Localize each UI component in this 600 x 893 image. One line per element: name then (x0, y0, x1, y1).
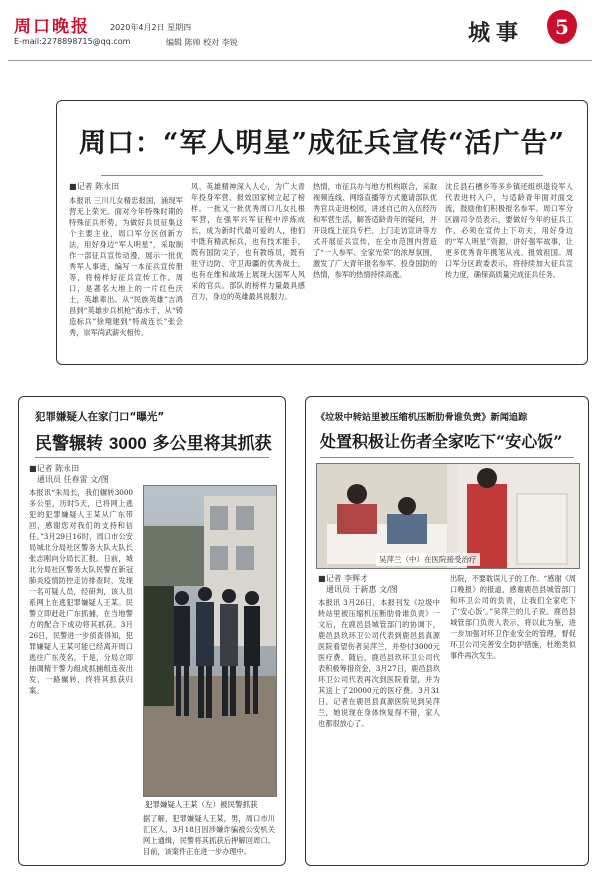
masthead (8, 8, 592, 56)
article-right-column-2: 出院，不要耽误儿子的工作。“感谢《周口晚报》的报道，感谢鹿邑县城管部门和环卫公司的负责，让我们全家吃下了‘安心饭’。”吴萍兰的儿子说。鹿邑县城管部门负责人表示，将以此为鉴，进一步加强对环卫作业安全的管理，督促环卫公司完善安全防护措施，杜绝类似事件再次发生。 (450, 574, 576, 660)
article-right-byline-2: 通讯员 于新惠 文/图 (326, 585, 398, 594)
article-top-column-3: 热情，市征兵办与地方机构联合，采取视频连线、网络直播等方式邀请部队优秀官兵走进校园，讲述自己的入伍经历和军营生活，解答适龄青年的疑问，并开设线上征兵专栏、上门走访宣讲等方式开展征兵宣传，在全市范围内营造了“一人参军、全家光荣”的浓厚氛围，激发了广大青年报名参军、投身国防的热情，参军的热情持续高涨。 (313, 182, 437, 279)
byline-marker-icon: ■ (69, 182, 77, 191)
article-right (305, 396, 589, 866)
byline-marker-icon: ■ (29, 464, 37, 473)
arrest-photo (143, 485, 277, 797)
article-left-column-2: 据了解，犯罪嫌疑人王某，男，周口市川汇区人，3月18日因涉嫌诈骗被公安机关网上通缉，民警将其抓获后押解回周口。目前，该案件正在进一步办理中。 (143, 814, 275, 856)
article-left (18, 396, 286, 866)
page-number-badge: 5 (547, 10, 577, 44)
headline-rule (320, 457, 574, 458)
article-right-headline: 处置积极让伤者全家吃下“安心饭” (320, 432, 563, 451)
article-top-column-1: 本报讯 三川儿女精忠报国，涌现军营无上荣光。面对今年特殊时期的特殊征兵形势，为做好兵员征集这个主要主业，周口军分区创新方法，用好身边“军人明星”，采取制作一部征兵宣传动漫，展示一批优秀军人事迹，编写一本征兵宣传册等，将榜样好征兵宣传工作。周口，是著名大地上的一片红色沃土，英雄辈出。从“民族英雄”吉鸿昌到“英雄步兵机枪”海水干，从“铸造标兵”徐翔建到“特战连长”张会秀，崇军尚武薪火相传。 (69, 196, 183, 337)
byline-marker-icon: ■ (318, 574, 326, 583)
article-right-column-1: 本报讯 3月26日，本报刊发《垃圾中转站里被压缩机压断肋骨谁负责》一文后，在鹿邑县城管部门的协调下，鹿邑县玖环卫公司代表到鹿邑县真源医院看望伤者吴萍兰，并垫付3000元医疗费。随后，鹿邑县玖环卫公司代表积极筹措资金，3月27日，鹿邑县玖环卫公司代表再次到医院看望，并为其送上了20000元的医疗费。3月31日，记者在鹿邑县真源医院见到吴萍兰，她说现在身体恢复得不错，家人也都很放心了。 (318, 598, 440, 728)
article-left-headline: 民警辗转 3000 多公里将其抓获 (35, 434, 272, 454)
section-title: 城事 (468, 20, 525, 46)
article-right-byline-1: ■记者 李辉才 (318, 574, 369, 583)
masthead-divider (8, 60, 592, 61)
article-left-column-1: 本报讯“朱局长，我们辗转3000多公里，历时5天，已将网上逃犯的犯罪嫌疑人王某从广东带回，感谢您对我们的支持和信任。”3月29日16时，周口市公安局城北分局社区警务大队大队长张志刚向分局长汇报。日前，城北分局社区警务大队民警在新冠肺炎疫情防控走访排查时，发现一名可疑人员，经研判，该人员系网上在逃犯罪嫌疑人王某。民警立即赶赴广东抓捕，在当地警方的配合下成功将其抓获。3月26日，民警进一步侦查得知，犯罪嫌疑人王某可能已经离开周口逃往广东茂名。于是，分局立即抽调精干警力组成抓捕组连夜出发，一路辗转，终将其抓获归案。 (29, 488, 133, 695)
article-right-kicker: 《垃圾中转站里被压缩机压断肋骨谁负责》新闻追踪 (316, 412, 528, 423)
article-left-byline-2: 通讯员 任春雷 文/图 (37, 475, 109, 484)
editor-credits: 编辑 陈帅 校对 李锐 (166, 38, 238, 47)
article-top-column-4: 沈丘县石槽乡等多乡镇还组织退役军人代表进村入户，与适龄青年面对面交流，鼓励他们积极报名参军。周口军分区副司令员表示，要做好今年的征兵工作，必须在宣传上下功夫，用好身边的“军人明星”资源，讲好强军故事，让更多优秀青年携笔从戎、报效祖国。周口军分区政委表示，将持续加大征兵宣传力度，确保高质量完成征兵任务。 (445, 182, 573, 279)
contact-email: E-mail:2278898715@qq.com (14, 37, 131, 46)
hospital-photo-caption: 吴萍兰（中）在医院接受治疗 (376, 553, 480, 566)
newspaper-logo: 周口晚报 (14, 17, 90, 37)
article-top-headline: 周口：“军人明星”成征兵宣传“活广告” (78, 128, 566, 159)
article-top (56, 100, 588, 365)
article-left-kicker: 犯罪嫌疑人在家门口“曝光” (35, 411, 165, 423)
headline-rule (101, 175, 543, 176)
article-left-byline-1: ■记者 陈永田 (29, 464, 80, 473)
arrest-photo-caption: 犯罪嫌疑人王某（左）被民警抓获 (145, 800, 258, 809)
article-top-column-2: 风、英雄精神深入人心，为广大青年投身军营、报效国家树立起了榜样。一批又一批优秀周口儿女扎根军营，在强军兴军征程中淬炼成长，成为新时代最可爱的人，他们中既有精武标兵，也有技术能手，既有国防尖子，也有教练员，既有驻守边防、守卫海疆的优秀战士，也有在维和战场上展现大国军人风采的官兵。部队的榜样力量最具感召力，身边的英雄最具说服力。 (191, 182, 305, 301)
issue-date: 2020年4月2日 星期四 (110, 23, 192, 32)
article-top-byline: ■记者 陈永田 (69, 182, 120, 191)
headline-rule (35, 457, 269, 458)
